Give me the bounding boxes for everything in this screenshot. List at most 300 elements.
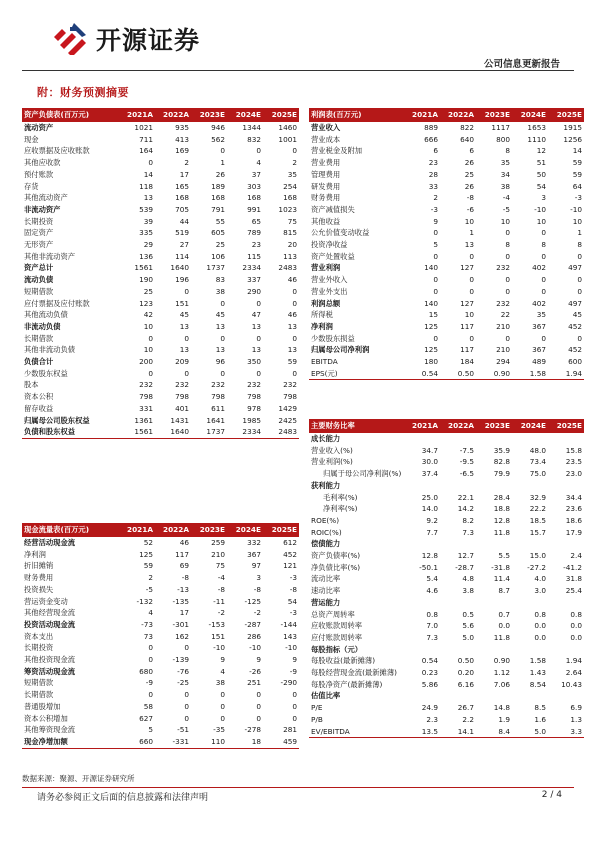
row-value bbox=[404, 690, 440, 702]
row-value: 5.6 bbox=[462, 621, 474, 631]
row-value bbox=[440, 597, 476, 609]
row-value: 123 bbox=[139, 298, 153, 308]
section-title: 附：财务预测摘要 bbox=[37, 86, 129, 99]
row-value: 151 bbox=[211, 631, 225, 641]
row-label: 总资产周转率 bbox=[311, 609, 355, 619]
row-label: 估值比率 bbox=[311, 691, 341, 701]
row-value: -9 bbox=[289, 666, 297, 676]
row-label: 应付账款周转率 bbox=[311, 632, 363, 642]
row-value: 96 bbox=[215, 357, 225, 367]
year-header: 2021A bbox=[119, 108, 155, 122]
row-label: 公允价值变动收益 bbox=[311, 228, 370, 238]
report-type: 公司信息更新报告 bbox=[483, 59, 560, 70]
row-label: 营业外支出 bbox=[311, 286, 348, 296]
row-label: 短期借款 bbox=[24, 286, 54, 296]
table-row bbox=[22, 192, 299, 204]
row-value: 2483 bbox=[263, 426, 299, 438]
row-label: 净利率(%) bbox=[323, 504, 358, 514]
row-value: 367 bbox=[532, 345, 546, 355]
page-number: 2 / 4 bbox=[541, 790, 562, 800]
table-row bbox=[22, 607, 299, 619]
table-row bbox=[22, 216, 299, 228]
row-value bbox=[476, 597, 512, 609]
year-header: 2024E bbox=[227, 523, 263, 537]
table-row bbox=[309, 333, 584, 345]
footer-divider bbox=[22, 787, 574, 788]
row-value: 4.6 bbox=[426, 586, 438, 596]
row-value: 22.2 bbox=[529, 504, 546, 514]
table-row bbox=[309, 562, 584, 574]
row-value: -41.2 bbox=[563, 562, 582, 572]
row-value: -125 bbox=[244, 596, 261, 606]
row-value: 232 bbox=[175, 380, 189, 390]
row-value: 337 bbox=[247, 275, 261, 285]
row-value: 26 bbox=[464, 181, 474, 191]
row-value: 8 bbox=[505, 146, 510, 156]
row-value: 1021 bbox=[134, 123, 153, 132]
row-value: 82.8 bbox=[493, 457, 510, 467]
row-value: 0 bbox=[541, 275, 546, 285]
row-value: 0 bbox=[292, 690, 297, 700]
row-label: 资产负债率(%) bbox=[311, 551, 361, 561]
data-source-note: 数据来源：聚源、开源证券研究所 bbox=[22, 774, 135, 783]
row-value bbox=[476, 538, 512, 550]
row-value: 13 bbox=[179, 345, 189, 355]
table-row bbox=[22, 596, 299, 608]
row-value: 0 bbox=[292, 298, 297, 308]
table-row bbox=[309, 433, 584, 445]
row-value: 37.4 bbox=[421, 469, 438, 479]
row-label: 财务费用 bbox=[24, 573, 54, 583]
row-value: 0.23 bbox=[421, 668, 438, 678]
row-value: 83 bbox=[215, 275, 225, 285]
row-value: 832 bbox=[247, 134, 261, 144]
row-value: 4 bbox=[148, 608, 153, 618]
row-value: 13 bbox=[251, 321, 261, 331]
table-row bbox=[22, 344, 299, 356]
table-row bbox=[309, 597, 584, 609]
row-value: 0.8 bbox=[570, 609, 582, 619]
row-value: 0.54 bbox=[421, 656, 438, 666]
row-value: 7.0 bbox=[426, 621, 438, 631]
row-value: 14.8 bbox=[493, 703, 510, 713]
row-value: 13 bbox=[251, 345, 261, 355]
row-value: 6.9 bbox=[570, 703, 582, 713]
row-value: 9 bbox=[433, 216, 438, 226]
table-row bbox=[309, 702, 584, 714]
row-value: -31.8 bbox=[491, 562, 510, 572]
row-value: 1985 bbox=[242, 415, 261, 425]
row-value: 232 bbox=[139, 380, 153, 390]
row-value: 1915 bbox=[563, 123, 582, 132]
row-value: 1.12 bbox=[493, 668, 510, 678]
row-value: 11.4 bbox=[493, 574, 510, 584]
row-value: -2 bbox=[253, 608, 261, 618]
row-value: -278 bbox=[244, 725, 261, 735]
row-value bbox=[404, 433, 440, 445]
row-label: 每股指标（元） bbox=[311, 644, 363, 654]
table-row bbox=[22, 134, 299, 146]
row-value: 0 bbox=[577, 275, 582, 285]
row-label: 存货 bbox=[24, 181, 39, 191]
row-value bbox=[548, 644, 584, 656]
row-value: 110 bbox=[191, 736, 227, 748]
row-value: 978 bbox=[247, 403, 261, 413]
row-value: 0 bbox=[148, 333, 153, 343]
disclaimer-text: 请务必参阅正文后面的信息披露和法律声明 bbox=[37, 793, 209, 803]
row-value: 143 bbox=[283, 631, 297, 641]
row-value: 0.8 bbox=[534, 609, 546, 619]
row-value bbox=[512, 480, 548, 492]
row-value: 59 bbox=[143, 561, 153, 571]
table-row bbox=[309, 655, 584, 667]
row-value bbox=[512, 597, 548, 609]
row-value: 1117 bbox=[491, 123, 510, 132]
row-value: 25 bbox=[215, 240, 225, 250]
row-value: 452 bbox=[283, 549, 297, 559]
row-value: 0.5 bbox=[462, 609, 474, 619]
row-label: 现金 bbox=[24, 134, 39, 144]
row-value: 2 bbox=[433, 193, 438, 203]
row-value: 12.8 bbox=[493, 515, 510, 525]
row-value: 73 bbox=[143, 631, 153, 641]
year-header: 2022A bbox=[155, 108, 191, 122]
row-label: 负债和股东权益 bbox=[22, 426, 119, 438]
row-label: 其他非流动资产 bbox=[24, 251, 76, 261]
row-value: 45 bbox=[572, 310, 582, 320]
row-value: 13 bbox=[179, 321, 189, 331]
row-value: 5 bbox=[433, 240, 438, 250]
row-value: 0 bbox=[184, 643, 189, 653]
row-value: 0 bbox=[148, 655, 153, 665]
row-value: 168 bbox=[175, 193, 189, 203]
row-value: -287 bbox=[244, 619, 261, 629]
row-value: 232 bbox=[496, 298, 510, 308]
row-value: 0.54 bbox=[404, 368, 440, 380]
row-value bbox=[476, 690, 512, 702]
row-value: 1.94 bbox=[565, 656, 582, 666]
row-label: 毛利率(%) bbox=[323, 492, 358, 502]
row-value: 46 bbox=[287, 275, 297, 285]
row-value: 0 bbox=[220, 713, 225, 723]
row-value: 259 bbox=[211, 538, 225, 547]
row-value: 25 bbox=[143, 286, 153, 296]
row-value: 5.4 bbox=[426, 574, 438, 584]
row-value: 2425 bbox=[278, 415, 297, 425]
row-value: 1.58 bbox=[512, 368, 548, 380]
table-row bbox=[309, 445, 584, 457]
row-value: 10 bbox=[500, 216, 510, 226]
row-value: -8 bbox=[217, 584, 225, 594]
row-value: 497 bbox=[568, 298, 582, 308]
row-value: 12.7 bbox=[457, 551, 474, 561]
row-value: -6.5 bbox=[459, 469, 474, 479]
row-value: 0 bbox=[220, 333, 225, 343]
row-value bbox=[512, 538, 548, 550]
row-value: 600 bbox=[568, 357, 582, 367]
row-value: 290 bbox=[247, 286, 261, 296]
table-row bbox=[22, 426, 299, 438]
row-label: 营业利润(%) bbox=[311, 457, 353, 467]
row-label: 投资净收益 bbox=[311, 240, 348, 250]
table-row bbox=[22, 736, 299, 748]
row-value: 5 bbox=[148, 725, 153, 735]
row-value: 25.0 bbox=[421, 492, 438, 502]
row-value: 65 bbox=[251, 216, 261, 226]
row-value: 367 bbox=[532, 321, 546, 331]
row-value: -3 bbox=[430, 204, 438, 214]
row-label: 非流动负债 bbox=[24, 321, 61, 331]
row-value: 75 bbox=[287, 216, 297, 226]
table-row bbox=[309, 356, 584, 368]
row-value: 1001 bbox=[278, 134, 297, 144]
table-row bbox=[22, 251, 299, 263]
row-value: 331 bbox=[139, 403, 153, 413]
row-value: 7.7 bbox=[426, 527, 438, 537]
row-value: 1 bbox=[469, 228, 474, 238]
row-value: 29 bbox=[143, 240, 153, 250]
row-value: 117 bbox=[175, 549, 189, 559]
row-value: 303 bbox=[247, 181, 261, 191]
row-value: 6.16 bbox=[457, 679, 474, 689]
row-value: 44 bbox=[179, 216, 189, 226]
row-value: 8 bbox=[505, 240, 510, 250]
row-label: 营业税金及附加 bbox=[311, 146, 363, 156]
row-value: 2 bbox=[148, 573, 153, 583]
row-value bbox=[404, 597, 440, 609]
row-value: 59 bbox=[572, 169, 582, 179]
row-label: 应付票据及应付账款 bbox=[24, 298, 90, 308]
table-row bbox=[22, 654, 299, 666]
row-value: 3.8 bbox=[462, 586, 474, 596]
row-value: 121 bbox=[283, 561, 297, 571]
row-value: -9 bbox=[145, 678, 153, 688]
row-value: 0.0 bbox=[498, 621, 510, 631]
row-value: 15 bbox=[428, 310, 438, 320]
row-value: 0 bbox=[148, 643, 153, 653]
row-value: 798 bbox=[247, 392, 261, 402]
table-row bbox=[22, 666, 299, 678]
row-value: 168 bbox=[283, 193, 297, 203]
row-value: 0 bbox=[292, 368, 297, 378]
year-header: 2025E bbox=[548, 419, 584, 433]
row-value: 0 bbox=[433, 333, 438, 343]
row-value: 0 bbox=[505, 333, 510, 343]
year-header: 2023E bbox=[191, 523, 227, 537]
row-value: 281 bbox=[283, 725, 297, 735]
row-label: 资产处置收益 bbox=[311, 251, 355, 261]
table-row bbox=[309, 145, 584, 157]
row-label: 资产总计 bbox=[24, 263, 54, 273]
row-value: 125 bbox=[424, 345, 438, 355]
table-row bbox=[309, 262, 584, 274]
row-label: 营业收入(%) bbox=[311, 445, 353, 455]
row-value: 0 bbox=[577, 333, 582, 343]
table-title: 现金流量表(百万元) bbox=[22, 523, 119, 537]
row-value: 612 bbox=[283, 538, 297, 547]
row-value: 0 bbox=[220, 701, 225, 711]
row-value: 11.8 bbox=[493, 632, 510, 642]
row-label: 其他收益 bbox=[311, 216, 341, 226]
row-value: 7.3 bbox=[462, 527, 474, 537]
row-value: 190 bbox=[139, 275, 153, 285]
row-value: 2483 bbox=[278, 263, 297, 273]
row-value: 9 bbox=[292, 655, 297, 665]
row-value: 232 bbox=[496, 263, 510, 273]
row-value: 38 bbox=[500, 181, 510, 191]
row-value bbox=[440, 433, 476, 445]
row-value: 34.4 bbox=[565, 492, 582, 502]
table-row bbox=[22, 537, 299, 549]
row-value: 14.0 bbox=[421, 504, 438, 514]
row-label: ROE(%) bbox=[311, 515, 340, 525]
table-row bbox=[22, 391, 299, 403]
row-value: 59 bbox=[287, 357, 297, 367]
row-value: 0.0 bbox=[570, 632, 582, 642]
row-label: 长期投资 bbox=[24, 643, 54, 653]
row-value: 117 bbox=[460, 321, 474, 331]
table-row bbox=[22, 298, 299, 310]
row-value: 1640 bbox=[155, 426, 191, 438]
row-value: 0.8 bbox=[426, 609, 438, 619]
row-value: 640 bbox=[460, 134, 474, 144]
row-value: 34.7 bbox=[421, 445, 438, 455]
row-value: 1110 bbox=[527, 134, 546, 144]
row-value: -27.2 bbox=[527, 562, 546, 572]
row-value: 33 bbox=[428, 181, 438, 191]
row-value: 3.3 bbox=[548, 726, 584, 738]
row-value: 13 bbox=[143, 193, 153, 203]
row-label: 管理费用 bbox=[311, 169, 341, 179]
year-header: 2025E bbox=[548, 108, 584, 122]
row-value: 31.8 bbox=[565, 574, 582, 584]
row-value: 24.9 bbox=[421, 703, 438, 713]
table-row bbox=[309, 644, 584, 656]
row-value: 452 bbox=[568, 345, 582, 355]
row-value: 18.8 bbox=[493, 504, 510, 514]
row-value: 59 bbox=[572, 158, 582, 168]
row-label: 资本公积 bbox=[24, 392, 54, 402]
row-label: 少数股东权益 bbox=[24, 368, 68, 378]
row-value: 127 bbox=[460, 263, 474, 273]
row-label: 筹资活动现金流 bbox=[24, 666, 76, 676]
year-header: 2023E bbox=[191, 108, 227, 122]
row-label: 股本 bbox=[24, 380, 39, 390]
row-value: 17 bbox=[179, 608, 189, 618]
row-value: 54 bbox=[287, 596, 297, 606]
row-value: 0 bbox=[256, 298, 261, 308]
table-row bbox=[309, 227, 584, 239]
row-value: 10 bbox=[464, 310, 474, 320]
table-row bbox=[309, 192, 584, 204]
row-value: 1561 bbox=[119, 426, 155, 438]
row-value: 14 bbox=[143, 169, 153, 179]
table-row bbox=[309, 538, 584, 550]
row-value: 151 bbox=[175, 298, 189, 308]
row-value: -331 bbox=[155, 736, 191, 748]
row-value: 0 bbox=[505, 286, 510, 296]
row-value: 680 bbox=[139, 666, 153, 676]
row-value: 75.0 bbox=[529, 469, 546, 479]
row-label: 投资活动现金流 bbox=[24, 619, 76, 629]
row-value: 10 bbox=[464, 216, 474, 226]
row-value: 0 bbox=[541, 286, 546, 296]
row-value: 27 bbox=[179, 240, 189, 250]
table-row bbox=[309, 309, 584, 321]
row-value: 18.6 bbox=[565, 515, 582, 525]
row-value: 15.7 bbox=[529, 527, 546, 537]
row-value: 9 bbox=[220, 655, 225, 665]
year-header: 2022A bbox=[155, 523, 191, 537]
row-value: 1.58 bbox=[529, 656, 546, 666]
row-value: 4 bbox=[220, 666, 225, 676]
row-value: 1561 bbox=[134, 263, 153, 273]
row-value: 3.0 bbox=[534, 586, 546, 596]
table-row bbox=[309, 134, 584, 146]
row-value: 117 bbox=[460, 345, 474, 355]
row-value: 0 bbox=[148, 690, 153, 700]
table-row bbox=[309, 122, 584, 134]
table-row bbox=[22, 356, 299, 368]
table-header-row bbox=[309, 419, 584, 433]
row-value: 332 bbox=[247, 538, 261, 547]
row-value: 0 bbox=[184, 690, 189, 700]
table-row bbox=[22, 262, 299, 274]
row-value: 611 bbox=[211, 403, 225, 413]
row-value: 2.3 bbox=[426, 714, 438, 724]
row-value: 115 bbox=[247, 251, 261, 261]
row-value: -290 bbox=[280, 678, 297, 688]
row-value: 210 bbox=[496, 345, 510, 355]
row-value: -50.1 bbox=[419, 562, 438, 572]
table-row bbox=[22, 584, 299, 596]
table-title: 主要财务比率 bbox=[309, 419, 404, 433]
row-value: -153 bbox=[208, 619, 225, 629]
row-value: 28.4 bbox=[493, 492, 510, 502]
row-value: 12 bbox=[536, 146, 546, 156]
table-row bbox=[22, 415, 299, 427]
row-label: 营运资金变动 bbox=[24, 596, 68, 606]
row-value: 10 bbox=[572, 216, 582, 226]
row-label: 偿债能力 bbox=[311, 539, 341, 549]
row-value: 0.0 bbox=[570, 621, 582, 631]
row-value: 35 bbox=[287, 169, 297, 179]
row-value: 17 bbox=[179, 169, 189, 179]
row-value: 1344 bbox=[242, 123, 261, 132]
row-value: 48.0 bbox=[529, 445, 546, 455]
table-row bbox=[22, 724, 299, 736]
table-row bbox=[22, 309, 299, 321]
row-value: 79.9 bbox=[493, 469, 510, 479]
row-value: -10 bbox=[534, 204, 546, 214]
row-value: 22 bbox=[500, 310, 510, 320]
row-label: 营业利润 bbox=[311, 263, 341, 273]
row-value: 13 bbox=[215, 345, 225, 355]
row-value: 0 bbox=[220, 146, 225, 156]
row-value: 42 bbox=[143, 310, 153, 320]
row-value: 4 bbox=[256, 158, 261, 168]
row-value: 0 bbox=[220, 298, 225, 308]
row-value: -135 bbox=[172, 596, 189, 606]
year-header: 2023E bbox=[476, 419, 512, 433]
row-value: -132 bbox=[136, 596, 153, 606]
table-row bbox=[309, 609, 584, 621]
row-value: 1256 bbox=[563, 134, 582, 144]
row-value: 946 bbox=[211, 123, 225, 132]
row-value: 73.4 bbox=[529, 457, 546, 467]
row-value: 6 bbox=[433, 146, 438, 156]
row-value: 0.90 bbox=[493, 656, 510, 666]
